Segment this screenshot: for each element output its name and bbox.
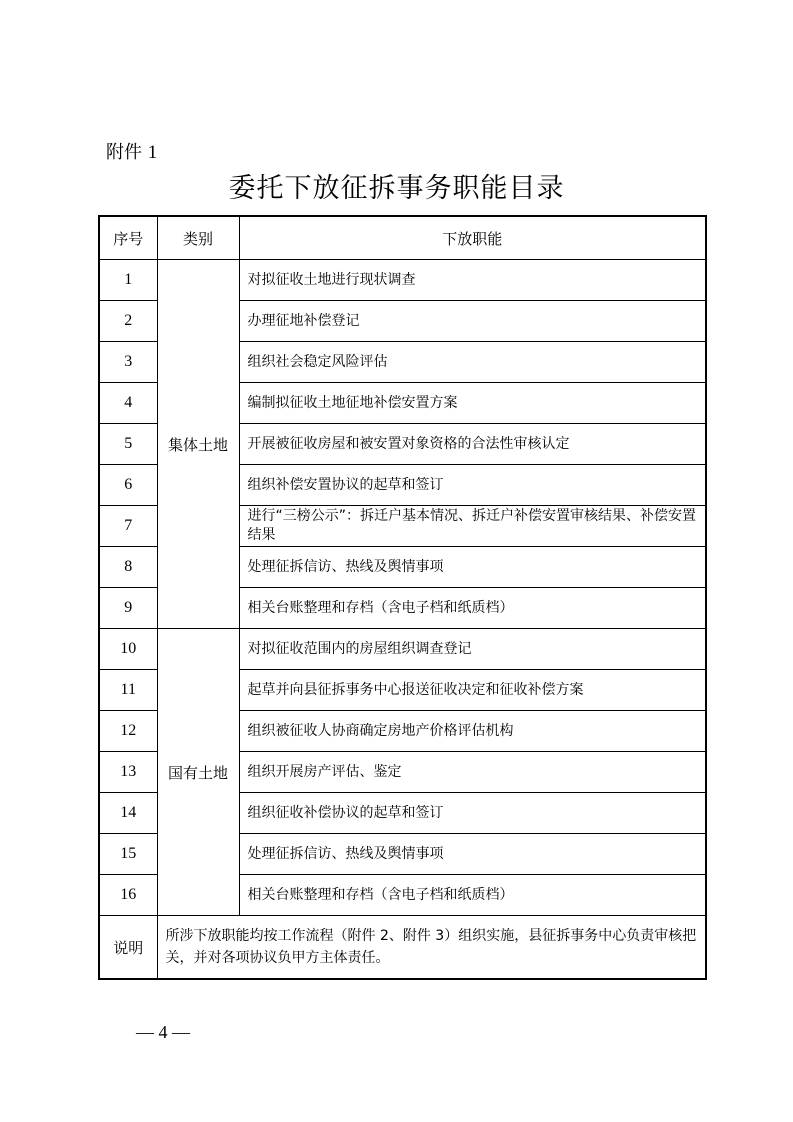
- row-category: 国有土地: [157, 629, 239, 916]
- row-seq: 15: [99, 834, 157, 875]
- row-function: 相关台账整理和存档（含电子档和纸质档）: [239, 588, 706, 629]
- note-label: 说明: [99, 916, 157, 980]
- row-function: 开展被征收房屋和被安置对象资格的合法性审核认定: [239, 424, 706, 465]
- row-function: 组织社会稳定风险评估: [239, 342, 706, 383]
- row-seq: 7: [99, 506, 157, 547]
- row-seq: 3: [99, 342, 157, 383]
- function-table: [98, 215, 707, 980]
- row-function: 进行“三榜公示”：拆迁户基本情况、拆迁户补偿安置审核结果、补偿安置结果: [239, 506, 706, 547]
- row-function: 对拟征收范围内的房屋组织调查登记: [239, 629, 706, 670]
- row-function: 编制拟征收土地征地补偿安置方案: [239, 383, 706, 424]
- row-seq: 12: [99, 711, 157, 752]
- document-title: 委托下放征拆事务职能目录: [228, 173, 565, 204]
- header-seq: 序号: [99, 216, 157, 260]
- row-function: 处理征拆信访、热线及舆情事项: [239, 547, 706, 588]
- page-number: — 4 —: [136, 1022, 190, 1042]
- row-function: 组织补偿安置协议的起草和签订: [239, 465, 706, 506]
- row-category: 集体土地: [157, 260, 239, 629]
- header-function: 下放职能: [239, 216, 706, 260]
- header-category: 类别: [157, 216, 239, 260]
- row-seq: 10: [99, 629, 157, 670]
- row-seq: 8: [99, 547, 157, 588]
- row-function: 组织被征收人协商确定房地产价格评估机构: [239, 711, 706, 752]
- row-function: 对拟征收土地进行现状调查: [239, 260, 706, 301]
- row-seq: 6: [99, 465, 157, 506]
- row-seq: 13: [99, 752, 157, 793]
- attachment-text: 附件: [106, 142, 142, 163]
- row-seq: 4: [99, 383, 157, 424]
- note-text: 所涉下放职能均按工作流程（附件 2、附件 3）组织实施，县征拆事务中心负责审核把关，并对各项协议负甲方主体责任。: [157, 916, 706, 980]
- table-row: [99, 260, 706, 301]
- row-seq: 16: [99, 875, 157, 916]
- note-row: [99, 916, 706, 980]
- row-seq: 14: [99, 793, 157, 834]
- attachment-number: 1: [147, 142, 158, 163]
- attachment-label: [106, 138, 157, 164]
- row-seq: 9: [99, 588, 157, 629]
- row-seq: 1: [99, 260, 157, 301]
- row-function: 相关台账整理和存档（含电子档和纸质档）: [239, 875, 706, 916]
- row-function: 组织开展房产评估、鉴定: [239, 752, 706, 793]
- row-function: 起草并向县征拆事务中心报送征收决定和征收补偿方案: [239, 670, 706, 711]
- row-function: 组织征收补偿协议的起草和签订: [239, 793, 706, 834]
- row-seq: 11: [99, 670, 157, 711]
- row-function: 处理征拆信访、热线及舆情事项: [239, 834, 706, 875]
- row-seq: 5: [99, 424, 157, 465]
- row-seq: 2: [99, 301, 157, 342]
- row-function: 办理征地补偿登记: [239, 301, 706, 342]
- table-body: [99, 260, 706, 916]
- table-header-row: [99, 216, 706, 260]
- table-row: [99, 629, 706, 670]
